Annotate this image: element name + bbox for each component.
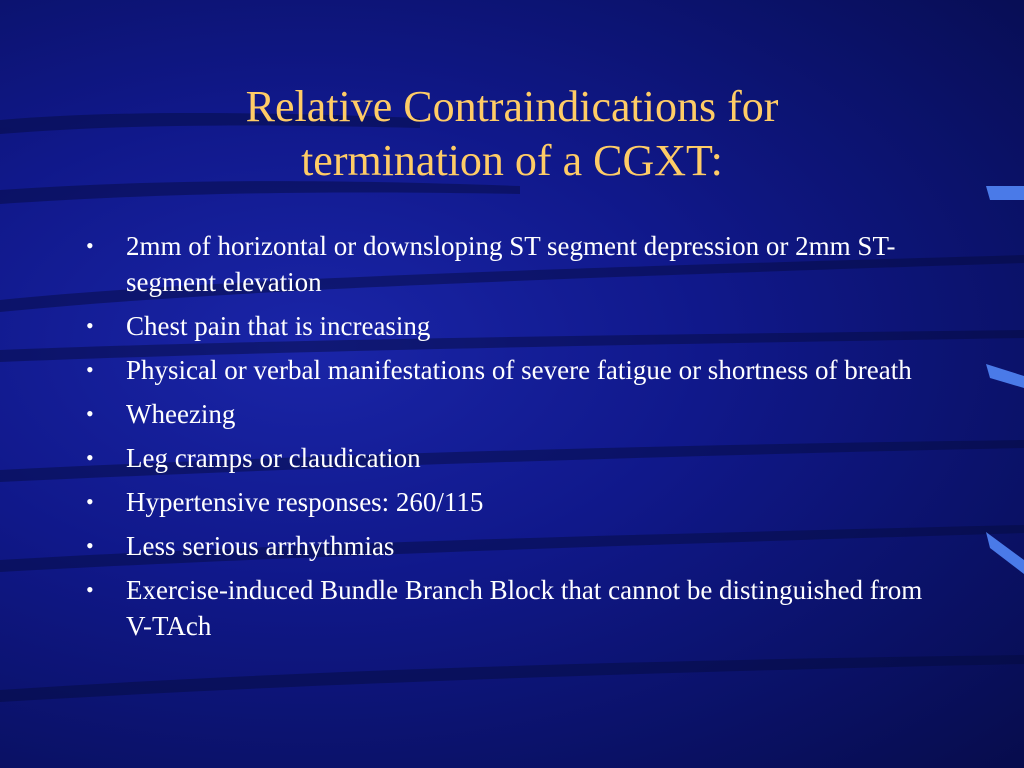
bullet-text: Chest pain that is increasing — [126, 311, 431, 341]
slide-title-line-2: termination of a CGXT: — [301, 136, 723, 185]
bullet-marker: • — [86, 533, 94, 558]
bullet-text: Less serious arrhythmias — [126, 531, 395, 561]
bullet-text: Exercise-induced Bundle Branch Block that cannot be distinguished from V-TAch — [126, 575, 923, 641]
bullet-item-arrhythmias — [84, 528, 944, 564]
bullet-item-fatigue — [84, 352, 944, 388]
bullet-item-st-segment — [84, 228, 944, 300]
bullet-marker: • — [86, 489, 94, 514]
bullet-marker: • — [86, 577, 94, 602]
slide-title — [112, 80, 912, 188]
bullet-text: Leg cramps or claudication — [126, 443, 421, 473]
bullet-item-leg-cramps — [84, 440, 944, 476]
bullet-marker: • — [86, 401, 94, 426]
bullet-marker: • — [86, 357, 94, 382]
bullet-text: Physical or verbal manifestations of severe fatigue or shortness of breath — [126, 355, 912, 385]
bullet-item-wheezing — [84, 396, 944, 432]
bullet-marker: • — [86, 445, 94, 470]
bullet-text: Wheezing — [126, 399, 236, 429]
bullet-marker: • — [86, 313, 94, 338]
bullet-item-chest-pain — [84, 308, 944, 344]
bullet-text: Hypertensive responses: 260/115 — [126, 487, 484, 517]
bullet-marker: • — [86, 233, 94, 258]
bullet-text: 2mm of horizontal or downsloping ST segment depression or 2mm ST-segment elevation — [126, 231, 896, 297]
bullet-list — [84, 228, 944, 652]
bullet-item-bundle-branch-block — [84, 572, 944, 644]
bullet-item-hypertensive — [84, 484, 944, 520]
slide-title-line-1: Relative Contraindications for — [245, 82, 779, 131]
